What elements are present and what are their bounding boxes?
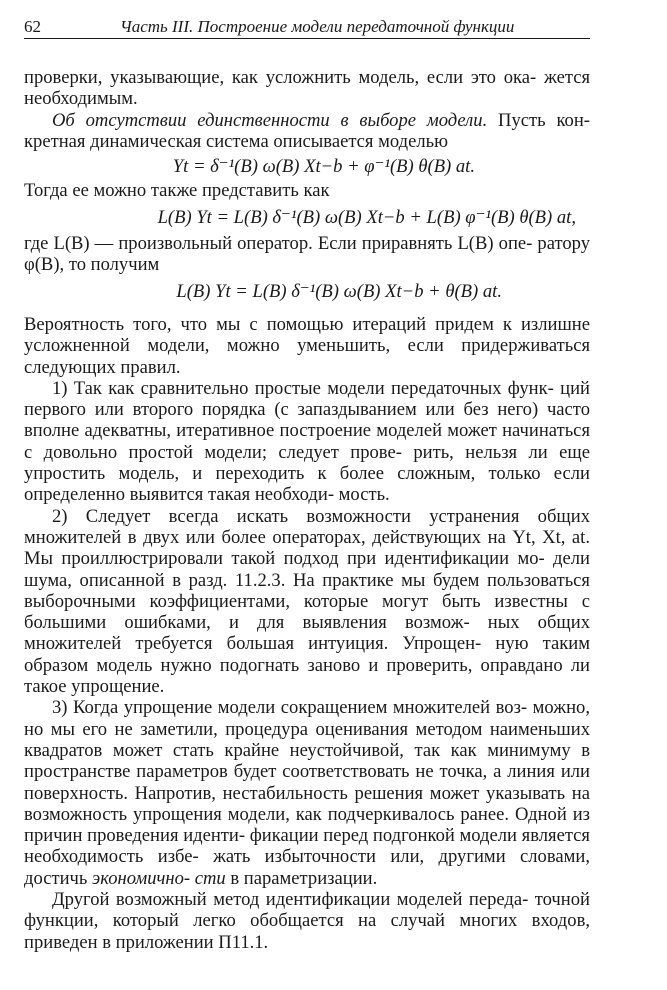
equation-1: Yt = δ⁻¹(B) ω(B) Xt−b + φ⁻¹(B) θ(B) at. [172, 156, 475, 178]
paragraph-rules-intro: Вероятность того, что мы с помощью итераций придем к излишне усложненной модели, можно уменьшить, если придерживаться следующих правил. [24, 313, 590, 378]
page-number: 62 [24, 17, 41, 36]
paragraph-uniqueness [24, 110, 590, 153]
paragraph-operator: где L(B) — произвольный оператор. Если приравнять L(B) опе- ратору φ(B), то получим [24, 233, 590, 276]
rule-3 [24, 697, 590, 889]
rule-2: 2) Следует всегда искать возможности устранения общих множителей в двух или более операторах, действующих на Yt, Xt, at. Мы проиллюстрировали такой подход при идентификации мо- дели шума, описанной в разд. 11.2.3. На практике мы будем пользоваться выборочными коэффициентами, которые могут быть известны с большими ошибками, и для выявления возмож- ных общих множителей требуется большая интуиция. Упрощен- ную таким образом модель нужно подогнать заново и проверить, оправдано ли такое упрощение. [24, 505, 590, 698]
running-title: Часть III. Построение модели передаточной функции [120, 17, 515, 36]
page-body [24, 67, 590, 953]
book-page [24, 10, 590, 953]
equation-2: L(B) Yt = L(B) δ⁻¹(B) ω(B) Xt−b + L(B) φ⁻¹(B) θ(B) at, [157, 206, 576, 228]
rule-3-emphasis: экономично- сти [92, 867, 226, 889]
rule-3-end: в параметризации. [225, 867, 378, 889]
paragraph-alternative: Тогда ее можно также представить как [24, 180, 330, 202]
equation-3: L(B) Yt = L(B) δ⁻¹(B) ω(B) Xt−b + θ(B) at. [176, 280, 502, 302]
section-run-in-heading: Об отсутствии единственности в выборе модели. [52, 109, 488, 131]
paragraph-intro: проверки, указывающие, как усложнить модель, если это ока- жется необходимым. [24, 67, 590, 110]
page-header [24, 10, 590, 39]
rule-3-text: 3) Когда упрощение модели сокращением множителей воз- можно, но мы его не заметили, процедура оценивания методом наименьших квадратов может стать крайне неустойчивой, так как минимуму в пространстве параметров будет соответствовать не точка, а линия или поверхность. Напротив, нестабильность решения может указывать на возможность упрощения модели, как подчеркивалось ранее. Одной из причин проведения иденти- фикации перед подгонкой модели является необходимость избе- жать избыточности или, другими словами, достичь [24, 697, 590, 889]
rule-1: 1) Так как сравнительно простые модели передаточных функ- ций первого или второго порядка (с запаздыванием или без него) часто вполне адекватны, итеративное построение моделей может начинаться с довольно простой модели; следует прове- рить, нельзя ли еще упростить модель, и переходить к более сложным, только если определенно выявится такая необходи- мость. [24, 377, 590, 506]
paragraph-other-method: Другой возможный метод идентификации моделей переда- точной функции, который легко обобщается на случай многих входов, приведен в приложении П11.1. [24, 888, 590, 953]
paragraph-uniqueness-text: Пусть кон- кретная динамическая система описывается моделью [24, 109, 590, 152]
